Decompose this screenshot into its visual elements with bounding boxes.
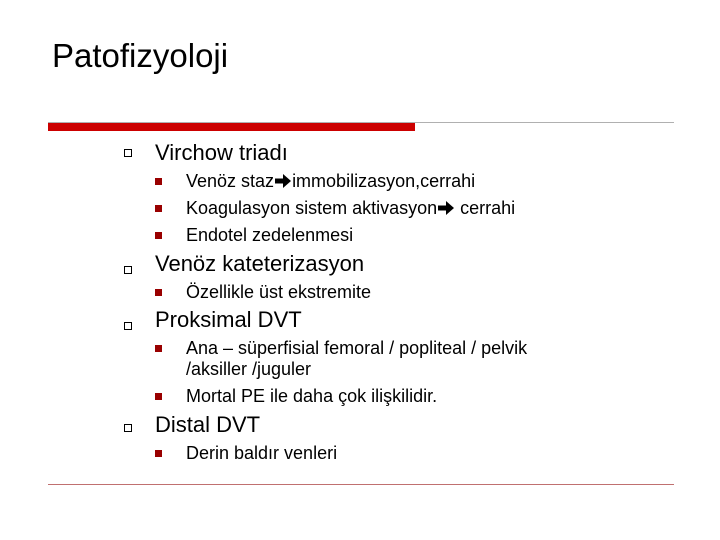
item-bullet-icon [155, 232, 162, 239]
list-item-text: Koagulasyon sistem aktivasyon [186, 198, 438, 218]
section-heading-distal: Distal DVT [155, 412, 261, 437]
section-heading-virchow: Virchow triadı [155, 140, 288, 165]
list-item-mortal-pe: Mortal PE ile daha çok ilişkilidir. [186, 386, 438, 406]
list-item-ust-ekstremite: Özellikle üst ekstremite [186, 282, 372, 302]
list-item-text: cerrahi [455, 198, 516, 218]
right-arrow-icon [437, 200, 455, 216]
section-heading-proksimal: Proksimal DVT [155, 307, 302, 332]
list-item-derin-baldir: Derin baldır venleri [186, 443, 338, 463]
list-item-text: Venöz staz [186, 171, 275, 191]
item-bullet-icon [155, 289, 162, 296]
item-bullet-icon [155, 450, 162, 457]
list-item-venoz-staz [186, 171, 475, 192]
list-item-text: immobilizasyon,cerrahi [292, 171, 476, 191]
item-bullet-icon [155, 205, 162, 212]
section-bullet-icon [124, 149, 132, 157]
section-heading-kateterizasyon: Venöz kateterizasyon [155, 251, 365, 276]
list-item-endotel: Endotel zedelenmesi [186, 225, 354, 245]
section-bullet-icon [124, 322, 132, 330]
list-item-koagulasyon [186, 198, 515, 219]
section-bullet-icon [124, 424, 132, 432]
footer-divider-line [48, 484, 674, 485]
list-item-ana: Ana – süperfisial femoral / popliteal / pelvik [186, 338, 528, 358]
item-bullet-icon [155, 178, 162, 185]
slide-title: Patofizyoloji [52, 37, 229, 74]
item-bullet-icon [155, 393, 162, 400]
section-bullet-icon [124, 266, 132, 274]
list-item-ana-continued: /aksiller /juguler [186, 359, 312, 379]
item-bullet-icon [155, 345, 162, 352]
right-arrow-icon [274, 173, 292, 189]
title-accent-bar [48, 123, 415, 131]
